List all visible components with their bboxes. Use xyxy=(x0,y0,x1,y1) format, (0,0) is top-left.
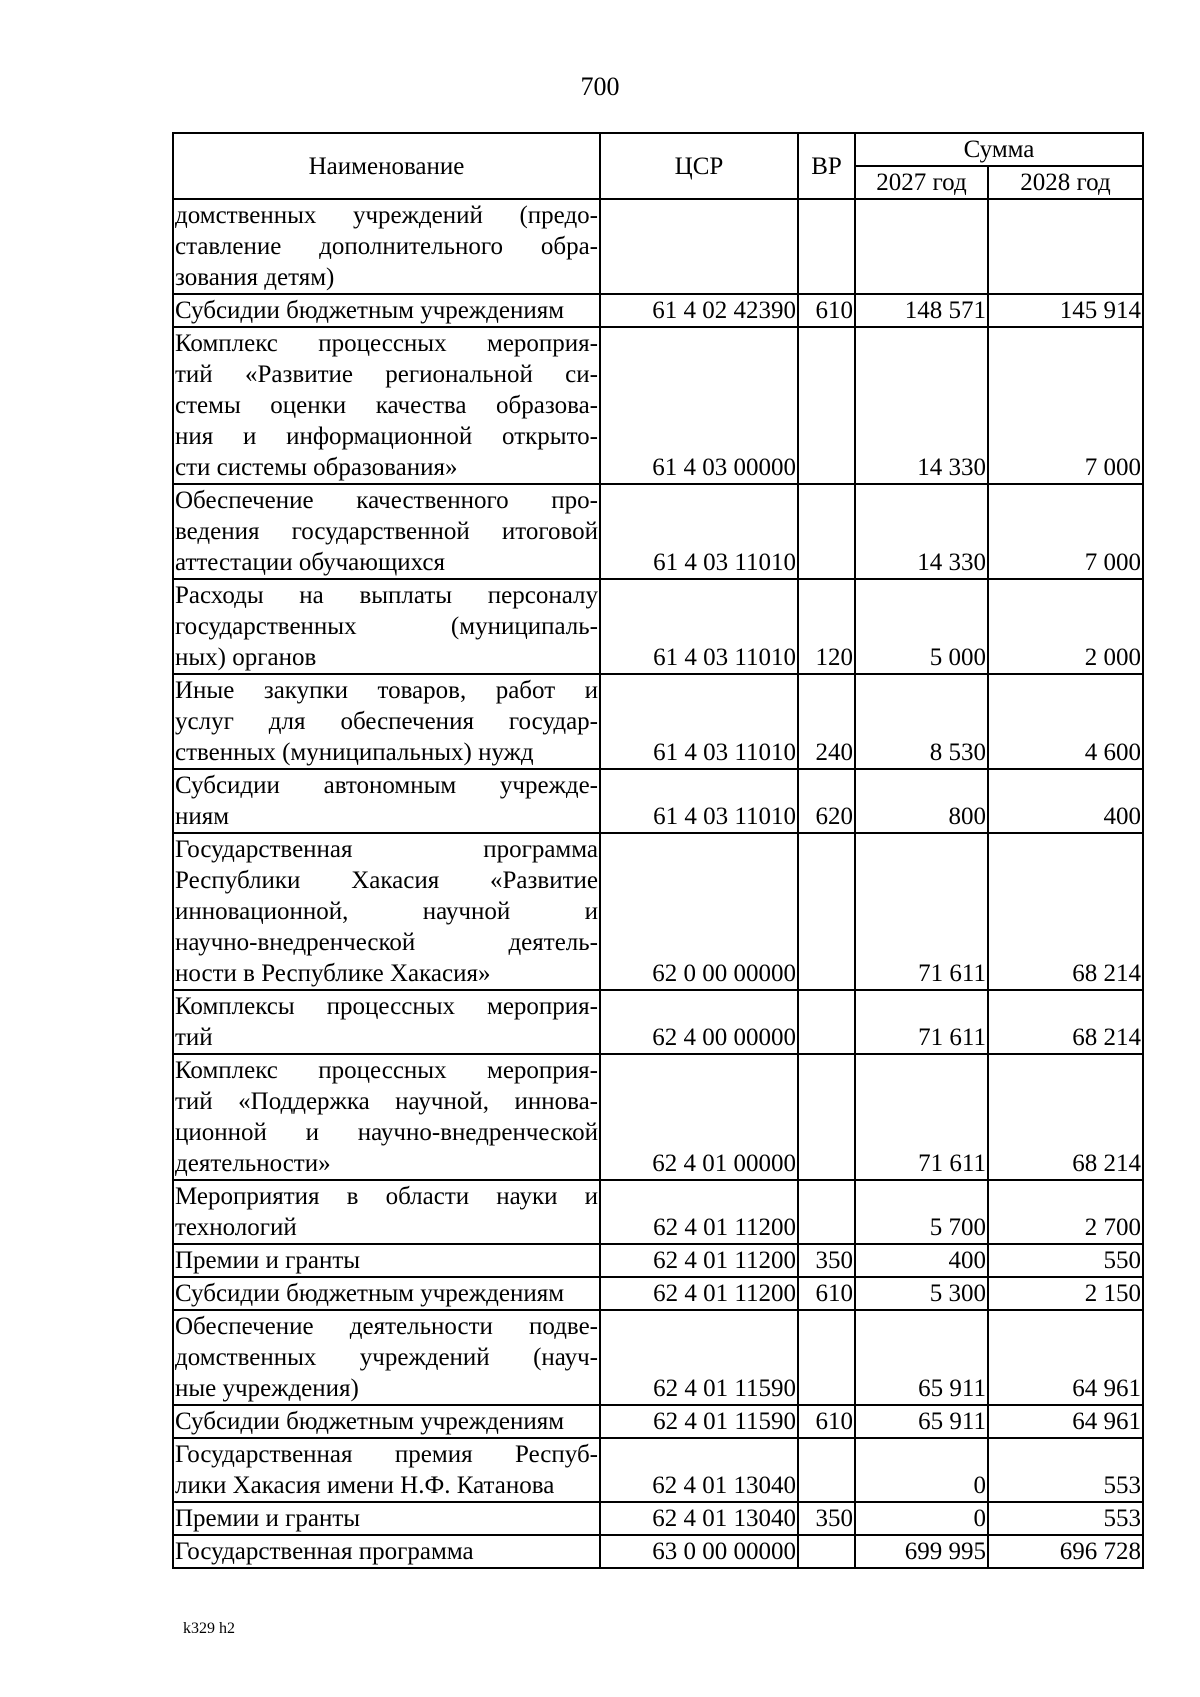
row-name-line: ниям xyxy=(175,803,230,830)
row-name-line: ные учреждения) xyxy=(175,1375,359,1402)
row-name-line: Субсидии автономным учрежде- xyxy=(175,772,598,799)
row-name-line: Республики Хакасия «Развитие xyxy=(175,867,598,894)
table-body xyxy=(173,199,1143,1568)
row-vr xyxy=(798,1535,855,1568)
row-vr: 350 xyxy=(798,1244,855,1277)
row-sum-2027: 71 611 xyxy=(855,1054,988,1180)
row-csr: 62 4 00 00000 xyxy=(600,990,798,1054)
row-sum-2027: 5 700 xyxy=(855,1180,988,1244)
row-sum-2028: 7 000 xyxy=(988,484,1143,579)
header-name: Наименование xyxy=(173,133,600,199)
row-name xyxy=(173,769,600,833)
row-sum-2028: 696 728 xyxy=(988,1535,1143,1568)
table-row xyxy=(173,327,1143,484)
row-sum-2028: 68 214 xyxy=(988,1054,1143,1180)
row-csr: 62 4 01 11200 xyxy=(600,1277,798,1310)
row-name-line: Мероприятия в области науки и xyxy=(175,1183,598,1210)
row-vr: 350 xyxy=(798,1502,855,1535)
row-name xyxy=(173,1054,600,1180)
row-csr: 62 4 01 13040 xyxy=(600,1438,798,1502)
row-vr xyxy=(798,990,855,1054)
row-name-line: аттестации обучающихся xyxy=(175,549,445,576)
row-name xyxy=(173,1244,600,1277)
row-name-line: Комплекс процессных мероприя- xyxy=(175,330,598,357)
row-csr: 62 4 01 00000 xyxy=(600,1054,798,1180)
row-sum-2028: 68 214 xyxy=(988,990,1143,1054)
row-vr: 610 xyxy=(798,294,855,327)
row-csr: 62 4 01 13040 xyxy=(600,1502,798,1535)
row-vr xyxy=(798,833,855,990)
row-csr: 62 0 00 00000 xyxy=(600,833,798,990)
row-sum-2027: 65 911 xyxy=(855,1405,988,1438)
row-name-line: тий «Развитие региональной си- xyxy=(175,361,598,388)
table-row xyxy=(173,674,1143,769)
page-number: 700 xyxy=(580,72,620,101)
row-vr xyxy=(798,484,855,579)
row-name-line: деятельности» xyxy=(175,1150,331,1177)
row-name xyxy=(173,327,600,484)
row-sum-2027: 148 571 xyxy=(855,294,988,327)
row-sum-2027: 14 330 xyxy=(855,484,988,579)
row-csr: 61 4 02 42390 xyxy=(600,294,798,327)
row-sum-2027: 5 000 xyxy=(855,579,988,674)
row-name-line: ведения государственной итоговой xyxy=(175,518,598,545)
row-sum-2028: 550 xyxy=(988,1244,1143,1277)
table-row xyxy=(173,199,1143,294)
row-sum-2027: 71 611 xyxy=(855,990,988,1054)
row-sum-2028: 2 000 xyxy=(988,579,1143,674)
row-name-line: Обеспечение качественного про- xyxy=(175,487,598,514)
row-name xyxy=(173,1310,600,1405)
table-row xyxy=(173,294,1143,327)
header-year-2027: 2027 год xyxy=(855,166,988,199)
row-name-line: государственных (муниципаль- xyxy=(175,613,598,640)
row-name xyxy=(173,199,600,294)
row-name-line: домственных учреждений (предо- xyxy=(175,202,598,229)
table-row xyxy=(173,1054,1143,1180)
row-vr xyxy=(798,327,855,484)
row-sum-2028: 2 700 xyxy=(988,1180,1143,1244)
row-name-line: услуг для обеспечения государ- xyxy=(175,708,598,735)
row-csr: 62 4 01 11590 xyxy=(600,1310,798,1405)
table-row xyxy=(173,1244,1143,1277)
row-name-line: Государственная программа xyxy=(175,1538,474,1565)
row-vr: 610 xyxy=(798,1405,855,1438)
table-row xyxy=(173,769,1143,833)
row-sum-2028: 145 914 xyxy=(988,294,1143,327)
table-row xyxy=(173,1310,1143,1405)
row-name xyxy=(173,1405,600,1438)
table-row xyxy=(173,1535,1143,1568)
row-name xyxy=(173,833,600,990)
row-sum-2028: 4 600 xyxy=(988,674,1143,769)
row-vr xyxy=(798,1438,855,1502)
row-name xyxy=(173,674,600,769)
row-name-line: Комплексы процессных мероприя- xyxy=(175,993,598,1020)
row-sum-2027: 65 911 xyxy=(855,1310,988,1405)
row-csr: 61 4 03 11010 xyxy=(600,674,798,769)
row-csr: 63 0 00 00000 xyxy=(600,1535,798,1568)
row-sum-2028: 68 214 xyxy=(988,833,1143,990)
row-name-line: Субсидии бюджетным учреждениям xyxy=(175,1280,565,1307)
row-name-line: сти системы образования» xyxy=(175,454,458,481)
table-row xyxy=(173,1277,1143,1310)
row-name-line: Иные закупки товаров, работ и xyxy=(175,677,598,704)
row-sum-2027: 0 xyxy=(855,1502,988,1535)
row-csr xyxy=(600,199,798,294)
row-name xyxy=(173,1180,600,1244)
row-name-line: ставление дополнительного обра- xyxy=(175,233,598,260)
row-name-line: ционной и научно-внедренческой xyxy=(175,1119,598,1146)
row-name-line: технологий xyxy=(175,1214,297,1241)
row-name xyxy=(173,990,600,1054)
row-vr xyxy=(798,1180,855,1244)
table-row xyxy=(173,1180,1143,1244)
row-sum-2027: 5 300 xyxy=(855,1277,988,1310)
row-name-line: Премии и гранты xyxy=(175,1247,361,1274)
row-name-line: лики Хакасия имени Н.Ф. Катанова xyxy=(175,1472,555,1499)
row-name xyxy=(173,484,600,579)
row-name-line: Субсидии бюджетным учреждениям xyxy=(175,297,565,324)
row-sum-2028 xyxy=(988,199,1143,294)
row-name xyxy=(173,579,600,674)
row-csr: 61 4 03 00000 xyxy=(600,327,798,484)
row-vr xyxy=(798,1054,855,1180)
row-name xyxy=(173,1535,600,1568)
row-sum-2028: 2 150 xyxy=(988,1277,1143,1310)
row-vr: 120 xyxy=(798,579,855,674)
row-sum-2028: 553 xyxy=(988,1438,1143,1502)
row-sum-2027: 14 330 xyxy=(855,327,988,484)
row-name-line: тий xyxy=(175,1024,213,1051)
header-csr: ЦСР xyxy=(600,133,798,199)
row-sum-2028: 7 000 xyxy=(988,327,1143,484)
row-name xyxy=(173,1277,600,1310)
row-sum-2028: 64 961 xyxy=(988,1405,1143,1438)
row-vr: 240 xyxy=(798,674,855,769)
row-csr: 62 4 01 11590 xyxy=(600,1405,798,1438)
row-sum-2027: 400 xyxy=(855,1244,988,1277)
row-name-line: домственных учреждений (науч- xyxy=(175,1344,598,1371)
row-sum-2028: 64 961 xyxy=(988,1310,1143,1405)
row-vr xyxy=(798,199,855,294)
row-name-line: тий «Поддержка научной, иннова- xyxy=(175,1088,598,1115)
table-row xyxy=(173,1438,1143,1502)
row-sum-2028: 400 xyxy=(988,769,1143,833)
row-csr: 62 4 01 11200 xyxy=(600,1244,798,1277)
row-name-line: Субсидии бюджетным учреждениям xyxy=(175,1408,565,1435)
row-sum-2027: 699 995 xyxy=(855,1535,988,1568)
header-vr: ВР xyxy=(798,133,855,199)
table-row xyxy=(173,990,1143,1054)
table-row xyxy=(173,1405,1143,1438)
row-csr: 61 4 03 11010 xyxy=(600,579,798,674)
row-csr: 61 4 03 11010 xyxy=(600,484,798,579)
row-csr: 61 4 03 11010 xyxy=(600,769,798,833)
table-row xyxy=(173,484,1143,579)
row-name-line: Премии и гранты xyxy=(175,1505,361,1532)
row-sum-2027: 0 xyxy=(855,1438,988,1502)
row-sum-2027 xyxy=(855,199,988,294)
row-sum-2027: 8 530 xyxy=(855,674,988,769)
row-name-line: ности в Республике Хакасия» xyxy=(175,960,491,987)
row-name xyxy=(173,1438,600,1502)
row-name-line: Расходы на выплаты персоналу xyxy=(175,582,598,609)
row-name-line: инновационной, научной и xyxy=(175,898,598,925)
row-vr: 610 xyxy=(798,1277,855,1310)
row-name-line: научно-внедренческой деятель- xyxy=(175,929,598,956)
table-row xyxy=(173,833,1143,990)
row-name-line: Государственная премия Респуб- xyxy=(175,1441,598,1468)
row-name-line: ственных (муниципальных) нужд xyxy=(175,739,534,766)
footer-code: k329 h2 xyxy=(183,1620,235,1637)
row-name-line: ния и информационной открыто- xyxy=(175,423,598,450)
row-name xyxy=(173,1502,600,1535)
row-csr: 62 4 01 11200 xyxy=(600,1180,798,1244)
row-name-line: Комплекс процессных мероприя- xyxy=(175,1057,598,1084)
row-name-line: Государственная программа xyxy=(175,836,598,863)
budget-table xyxy=(172,132,1144,1569)
row-name-line: ных) органов xyxy=(175,644,317,671)
row-sum-2028: 553 xyxy=(988,1502,1143,1535)
row-name-line: зования детям) xyxy=(175,264,335,291)
table-row xyxy=(173,579,1143,674)
row-vr xyxy=(798,1310,855,1405)
row-sum-2027: 71 611 xyxy=(855,833,988,990)
table-row xyxy=(173,1502,1143,1535)
table-header xyxy=(173,133,1143,199)
row-name-line: стемы оценки качества образова- xyxy=(175,392,598,419)
row-sum-2027: 800 xyxy=(855,769,988,833)
row-name xyxy=(173,294,600,327)
header-sum: Сумма xyxy=(855,133,1143,166)
row-vr: 620 xyxy=(798,769,855,833)
header-year-2028: 2028 год xyxy=(988,166,1143,199)
row-name-line: Обеспечение деятельности подве- xyxy=(175,1313,598,1340)
